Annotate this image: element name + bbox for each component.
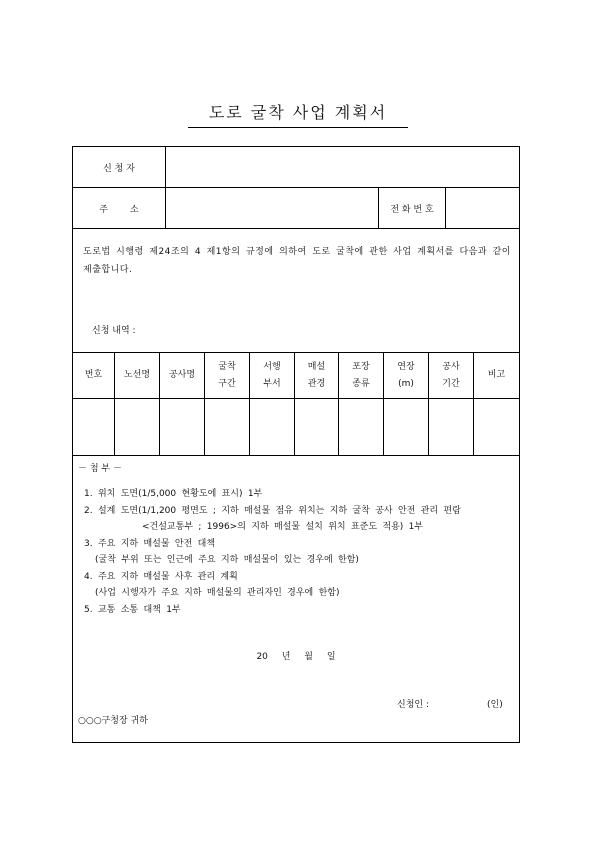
table-cell <box>115 399 160 455</box>
recipient-line: ○○○구청장 귀하 <box>78 716 148 726</box>
column-header-length <box>384 353 429 398</box>
attachments-list <box>84 486 513 618</box>
details-label: 신청 내역 : <box>92 326 136 336</box>
column-header-line: 관경 <box>307 378 326 389</box>
column-header-pipe-diameter <box>295 353 339 398</box>
column-header-line: 번호 <box>84 370 103 380</box>
date-line: 20 년 월 일 <box>256 652 336 662</box>
attachment-item-text: 4. 주요 지하 매설물 사후 관리 계획 <box>84 571 238 582</box>
column-header-route-name <box>115 353 160 398</box>
attachments-heading: － 첨 부 － <box>78 464 122 474</box>
table-cell <box>339 399 384 455</box>
address-field <box>166 188 379 228</box>
address-row <box>73 188 519 229</box>
applicant-signature-label: 신청인 : <box>397 700 429 710</box>
column-header-line: 구간 <box>218 378 236 389</box>
attachment-item <box>84 569 513 602</box>
column-header-excavation-section <box>205 353 250 398</box>
column-header-line: 굴착 <box>218 361 236 372</box>
seal-mark: (인) <box>487 700 503 710</box>
column-header-line: 비고 <box>487 370 506 380</box>
applicant-label-cell <box>73 147 166 187</box>
applicant-label: 신 청 자 <box>103 163 135 174</box>
attachment-item-text: 5. 교통 소통 대책 1부 <box>84 604 181 615</box>
table-cell <box>250 399 295 455</box>
table-cell <box>205 399 250 455</box>
attachment-item-note: (굴착 부위 또는 인근에 주요 지하 매설물이 있는 경우에 한함) <box>95 555 359 565</box>
attachments-section <box>73 456 519 742</box>
attachment-item-continuation: <건설교통부 ; 1996>의 지하 매설물 설치 위치 표준도 적용) 1부 <box>142 522 424 532</box>
address-label: 주 소 <box>99 204 139 215</box>
applicant-row <box>73 147 519 188</box>
table-cell <box>384 399 429 455</box>
column-header-line: 종류 <box>352 378 370 389</box>
applicant-field <box>166 147 519 187</box>
column-header-line: (m) <box>398 378 414 389</box>
attachment-item-text: 2. 설계 도면(1/1,200 평면도 ; 지하 매설물 점유 위치는 지하 굴착 공사 안전 관리 편람 <box>84 505 461 516</box>
table-cell <box>160 399 205 455</box>
column-header-project-name <box>160 353 205 398</box>
table-cell <box>295 399 339 455</box>
column-header-line: 부서 <box>263 378 281 389</box>
column-header-line: 기간 <box>442 378 460 389</box>
column-header-line: 공사명 <box>168 370 196 380</box>
attachment-item-text: 3. 주요 지하 매설물 안전 대책 <box>84 538 216 549</box>
address-label-cell <box>73 188 166 228</box>
column-header-department <box>250 353 295 398</box>
column-header-line: 매설 <box>307 361 326 372</box>
phone-label-cell <box>379 188 446 228</box>
attachment-item <box>84 536 513 569</box>
column-header-line: 포장 <box>352 361 370 372</box>
details-table-header <box>73 353 519 399</box>
phone-field <box>446 188 519 228</box>
attachment-item <box>84 602 513 619</box>
column-header-line: 노선명 <box>123 370 151 380</box>
attachment-item <box>84 486 513 503</box>
phone-label: 전 화 번 호 <box>390 204 434 215</box>
column-header-line: 연장 <box>397 361 415 372</box>
attachment-item-note: (사업 시행자가 주요 지하 매설물의 관리자인 경우에 한함) <box>95 588 340 598</box>
column-header-line: 서행 <box>263 361 281 372</box>
attachment-item <box>84 503 513 536</box>
document-title: 도로 굴착 사업 계획서 <box>188 102 408 128</box>
column-header-remarks <box>474 353 519 398</box>
attachment-item-text: 1. 위치 도면(1/5,000 현황도에 표시) 1부 <box>84 489 263 499</box>
table-cell <box>474 399 519 455</box>
column-header-line: 공사 <box>442 361 460 372</box>
statement-section <box>73 229 519 353</box>
application-form <box>72 146 520 743</box>
table-cell <box>429 399 474 455</box>
statement-text: 도로법 시행령 제24조의 4 제1항의 규정에 의하여 도로 굴착에 관한 사업 계획서를 다음과 같이 제출합니다. <box>83 247 511 275</box>
column-header-pavement-type <box>339 353 384 398</box>
column-header-construction-period <box>429 353 474 398</box>
table-cell <box>73 399 115 455</box>
details-table-row <box>73 399 519 456</box>
column-header-number <box>73 353 115 398</box>
